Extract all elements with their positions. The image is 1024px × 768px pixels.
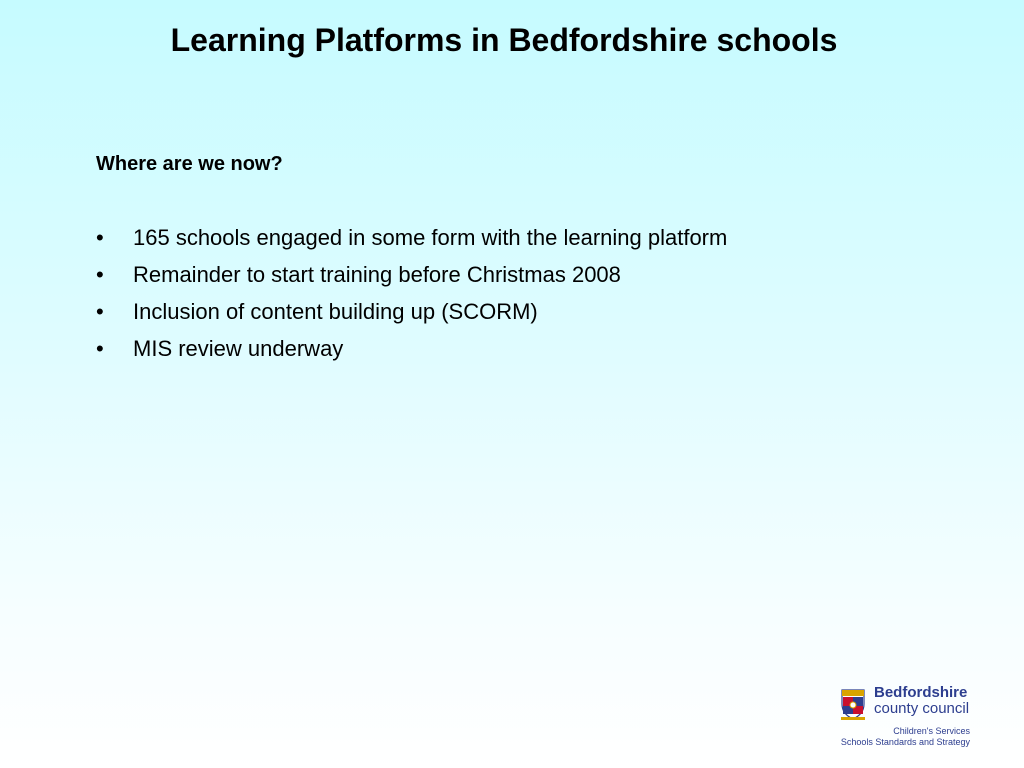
council-subtitle: county council bbox=[874, 700, 970, 717]
bullet-marker: • bbox=[96, 225, 104, 250]
bullet-marker: • bbox=[96, 299, 104, 324]
department-line-1: Children's Services bbox=[893, 726, 970, 736]
bullet-text: 165 schools engaged in some form with the learning platform bbox=[133, 225, 728, 250]
council-name: Bedfordshire bbox=[874, 684, 968, 701]
bullet-text: Remainder to start training before Christmas 2008 bbox=[133, 262, 621, 287]
section-subheading: Where are we now? bbox=[96, 153, 283, 175]
bullet-marker: • bbox=[96, 262, 104, 287]
council-logo bbox=[836, 684, 976, 750]
crest-icon bbox=[840, 686, 866, 722]
bullet-text: MIS review underway bbox=[133, 336, 344, 361]
bullet-marker: • bbox=[96, 336, 104, 361]
slide-title: Learning Platforms in Bedfordshire schools bbox=[170, 22, 838, 58]
bullet-text: Inclusion of content building up (SCORM) bbox=[133, 299, 538, 324]
department-line-2: Schools Standards and Strategy bbox=[840, 737, 970, 747]
